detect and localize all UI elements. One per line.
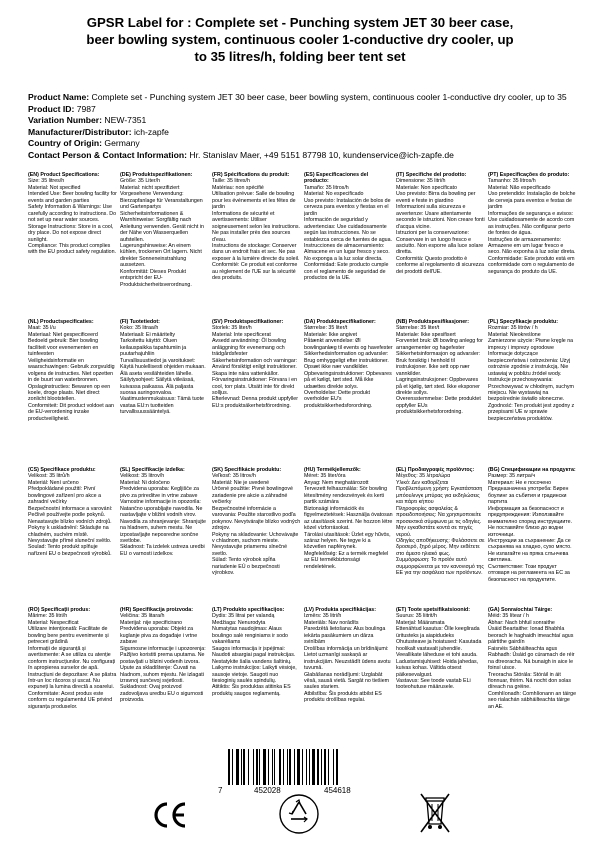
ean-barcode bbox=[218, 749, 384, 799]
spec-line: Uso previsto: Birra da bowling per eventi e feste in giardino bbox=[396, 191, 477, 204]
spec-line: Tamaño: 35 litros/h bbox=[304, 184, 349, 191]
barcode-bar bbox=[324, 749, 326, 785]
spec-line: Treoracha Stórála: Stóráil in áit fionnuar, thirim. Ná nocht don solas díreach na gréine. bbox=[488, 671, 573, 691]
spec-line: Drošības informācija un brīdinājumi: Lietot uzmanīgi saskaņā ar instrukcijām. Neuzstādīt ūdens avotu tuvumā. bbox=[304, 645, 393, 672]
spec-line: Informacje dotyczące bezpieczeństwa i ostrzeżenia: Użyj ostrożnie zgodnie z instrukcją. Nie ustawiaj w pobliżu źródeł wody. bbox=[488, 351, 572, 377]
product-info-value: Complete set - Punching system JET 30 beer case, beer bowling system, continuous cooler 1-conductive dry cooler, up to 35 bbox=[91, 92, 567, 102]
spec-line: Mărime: 35 litri/h bbox=[28, 613, 68, 620]
spec-line: Rozmiar: 35 litrów / h bbox=[488, 325, 538, 332]
spec-line: Conformiteit: Dit product voldoet aan de EU-verordening inzake productveiligheid. bbox=[28, 402, 116, 422]
spec-line: Sikkerhetsinformasjon og advarsler: Bruk forsiktig i henhold til instruksjoner. Ikke sett opp nær vannkilder. bbox=[396, 351, 482, 377]
spec-heading: (EL) Προδιαγραφές προϊόντος: bbox=[396, 467, 475, 473]
spec-line: Predvidena uporaba: Kegljišče za pivo za prireditve in vrtne zabave bbox=[120, 486, 201, 499]
spec-cell bbox=[396, 172, 488, 319]
product-info-row bbox=[28, 127, 588, 139]
spec-line: Materjal: Määramata bbox=[396, 619, 445, 626]
spec-line: Súlad: Tento výrobok spĺňa nariadenie EÚ o bezpečnosti výrobkov. bbox=[212, 557, 282, 577]
spec-cell bbox=[28, 467, 120, 607]
spec-line: Glabāšanas norādījumi: Uzglabāt vēsā, sausā vietā. Sargāt no tiešiem saules stariem. bbox=[304, 671, 391, 691]
spec-cell bbox=[212, 172, 304, 319]
spec-line: Bedoeld gebruik: Bier bowling faciliteit voor evenementen en tuinfeesten bbox=[28, 338, 100, 358]
spec-cell bbox=[212, 319, 304, 467]
spec-cell bbox=[488, 319, 580, 467]
spec-cell bbox=[28, 319, 120, 467]
spec-line: Säilytysohjeet: Säilytä viileässä, kuivassa paikassa. Älä paljasta suoraa auringonvaloa. bbox=[120, 377, 197, 396]
spec-line: Avsedd användning: Öl bowling anläggning för evenemang och trädgårdsfester bbox=[212, 338, 288, 358]
spec-line: Utilisation prévue: Salle de bowling pour les événements et les fêtes de jardin bbox=[212, 191, 298, 211]
spec-line: Veľkosť: 35 litrov/h bbox=[212, 473, 256, 480]
spec-line: Material: Ni določeno bbox=[120, 479, 170, 486]
spec-line: Tárolási utasítások: Üzlet egy hűvös, száraz helyen. Ne tegye ki a közvetlen napfénynek. bbox=[304, 531, 393, 551]
spec-line: Säkerhetsinformation och varningar: Använd försiktigt enligt instruktioner. Skapa inte nära vattenkällor. bbox=[212, 357, 299, 377]
product-info-value: ich-zapfe bbox=[134, 126, 169, 137]
spec-line: Opbevaringsinstruktioner: Opbevares på et køligt, tørt sted. Må ikke udsættes direkte solys. bbox=[304, 370, 394, 390]
spec-line: Información de seguridad y advertencias: Use cuidadosamente según las instrucciones. No se establezca cerca de fuentes de agua. bbox=[304, 217, 393, 243]
spec-line: Anyag: Nem meghatározott bbox=[304, 479, 369, 486]
barcode-bar bbox=[236, 749, 239, 785]
spec-heading: (PL) Specyfikacje produktu: bbox=[488, 319, 559, 325]
spec-line: Storlek: 35 liter/h bbox=[212, 325, 252, 332]
spec-line: Safety Information & Warnings: Use carefully according to instructions. Do not set up near water sources. bbox=[28, 204, 118, 224]
barcode-bar bbox=[321, 749, 322, 785]
specifications-grid bbox=[28, 172, 580, 732]
barcode-bar bbox=[253, 749, 254, 785]
spec-line: Material: Nespecificat bbox=[28, 619, 79, 626]
product-info-row bbox=[28, 138, 588, 150]
spec-line: Conformità: Questo prodotto è conforme al regolamento di sicurezza dei prodotti dell'UE. bbox=[396, 255, 486, 275]
spec-line: Informações de segurança e avisos: Use cuidadosamente de acordo com as instruções. Não configurar perto de fontes de água. bbox=[488, 210, 576, 237]
spec-line: Μέγεθος: 35 λίτρα/ώρα bbox=[396, 473, 451, 480]
spec-line: Varnostne informacije in opozorila: Natančno uporabljajte navodila. Ne nastavljajte v bližini vodnih virov. bbox=[120, 499, 204, 519]
spec-line: Conformité: Ce produit est conforme au règlement de l'UE sur la sécurité des produits. bbox=[212, 262, 299, 282]
spec-line: Taille: 35 litres/h bbox=[212, 178, 250, 185]
spec-line: Laikymo instrukcijos: Laikyti vėsioje, sausoje vietoje. Saugoti nuo tiesioginių saulės spindulių. bbox=[212, 665, 299, 684]
spec-line: Lagerungshinweise: An einem kühlen, trockenen Ort lagern. Nicht direkter Sonneneinstrahlung aussetzen. bbox=[120, 242, 204, 269]
spec-line: Materiaal: Niet gespecificeerd bbox=[28, 331, 98, 338]
spec-line: Tarkoitettu käyttö: Oluen keilauspaikka tapahtumiin ja puutarhajuhliin bbox=[120, 338, 188, 358]
spec-line: Navodila za shranjevanje: Shranjujte na hladnem, suhem mestu. Ne izpostavljajte neposredne sončne svetlobe. bbox=[120, 518, 208, 544]
spec-line: Förvaringsinstruktioner: Förvara i en cool, torr plats. Utsätt inte för direkt solljus. bbox=[212, 377, 299, 396]
spec-line: Turvallisuustiedot ja varoitukset: Käytä huolellisesti ohjeiden mukaan. Älä aseta vesilähteiden lähelle. bbox=[120, 357, 208, 377]
spec-cell bbox=[396, 319, 488, 467]
spec-line: Bezpečnostní informace a varování: Pečlivě používejte podle pokynů. Nenastavujte blízko vodních zdrojů. bbox=[28, 505, 114, 525]
spec-heading: (ET) Toote spetsifikatsioonid: bbox=[396, 607, 471, 613]
spec-row bbox=[28, 607, 580, 732]
barcode-bar bbox=[317, 749, 319, 785]
spec-heading: (BG) Спецификации на продукта: bbox=[488, 467, 576, 473]
spec-line: Méret: 35 liter/óra bbox=[304, 473, 346, 480]
spec-line: Intended Use: Beer bowling facility for events and garden parties bbox=[28, 191, 119, 204]
barcode-bar bbox=[272, 749, 273, 785]
product-info-row bbox=[28, 115, 588, 127]
spec-line: Atbilstība: Šis produkts atbilst ES produktu drošības regulai. bbox=[304, 690, 384, 704]
spec-line: Maat: 35 l/u bbox=[28, 325, 56, 332]
spec-line: Размер: 35 литра/ч bbox=[488, 473, 536, 480]
spec-line: Predviđena uporaba: Objekt za kuglanje piva za događaje i vrtne zabave bbox=[120, 626, 199, 646]
spec-line: Medžiaga: Nenurodyta bbox=[212, 619, 266, 626]
spec-heading: (PT) Especificações do produto: bbox=[488, 172, 570, 178]
barcode-bar bbox=[297, 749, 300, 785]
spec-line: Izmērs: 35 litri/h bbox=[304, 613, 342, 620]
ce-mark-icon bbox=[150, 800, 190, 830]
spec-cell bbox=[304, 607, 396, 732]
spec-line: Materiale: Ikke spesifisert bbox=[396, 331, 456, 338]
spec-line: Veličina: 35 litara/h bbox=[120, 613, 165, 620]
barcode-right-digits: 454618 bbox=[324, 786, 351, 795]
spec-line: Größe: 35 Liter/h bbox=[120, 178, 161, 185]
spec-line: Materijal: nije specificirano bbox=[120, 619, 183, 626]
barcode-bar bbox=[306, 749, 307, 785]
spec-cell bbox=[488, 607, 580, 732]
spec-line: Forventet bruk: Øl bowling anlegg for arrangementer og hagefester bbox=[396, 338, 485, 351]
spec-line: Tamanho: 35 litros/h bbox=[488, 178, 536, 185]
spec-line: Materiale: Ikke angivet bbox=[304, 331, 357, 338]
spec-line: Pokyny na skladovanie: Uchovávajte v chladnom, suchom mieste. Nevystavujte priamemu slnečné svetlo. bbox=[212, 531, 300, 557]
barcode-bar bbox=[274, 749, 275, 785]
spec-heading: (RO) Specificații produs: bbox=[28, 607, 91, 613]
barcode-bar bbox=[336, 749, 338, 785]
spec-cell bbox=[212, 607, 304, 732]
spec-line: Atitiktis: Šis produktas atitinka ES produktų saugos reglamentą. bbox=[212, 684, 293, 697]
spec-cell bbox=[28, 607, 120, 732]
barcode-bar bbox=[232, 749, 233, 785]
spec-cell bbox=[304, 467, 396, 607]
spec-row bbox=[28, 319, 580, 467]
product-info-row bbox=[28, 104, 588, 116]
spec-line: Sukladnost: Ovaj proizvod zadovoljava uredbu EU o sigurnosti proizvoda. bbox=[120, 684, 205, 704]
spec-line: Saugos informacija ir įspėjimai: Naudoti atsargiai pagal instrukcijas. Nestatykite šalia vandens šaltinių. bbox=[212, 645, 297, 665]
barcode-bar bbox=[263, 749, 266, 785]
spec-line: Size: 35 litres/h bbox=[28, 178, 65, 185]
spec-line: Istruzioni per la conservazione: Conservare in un luogo fresco e asciutto. Non esporre alla luce solare diretta. bbox=[396, 230, 485, 256]
product-info-value: Germany bbox=[104, 138, 140, 149]
spec-line: Οδηγίες αποθήκευσης: Φυλάσσετε σε δροσερό, ξηρό μέρος. Μην εκθέτετε στο άμεσο ηλιακό φως. bbox=[396, 537, 487, 557]
spec-line: Conformidade: Este produto está em conformidade com o regulamento de segurança do produto da UE. bbox=[488, 255, 577, 275]
barcode-bar bbox=[302, 749, 303, 785]
spec-line: Ettenähtud kasutus: Õlle keeglirada üritusteks ja aiapidudeks bbox=[396, 626, 482, 639]
spec-line: Comhlíonadh: Comhlíonann an táirge seo rialachán sábháilteachta táirge an AE. bbox=[488, 690, 578, 710]
spec-line: Material: Inte specificerat bbox=[212, 331, 271, 338]
spec-line: Informations de sécurité et avertissements: Utiliser soigneusement selon les instructions. Ne pas installer près des sources d'eau. bbox=[212, 210, 302, 243]
spec-line: Informații de siguranță și avertismente: A se utiliza cu atenție conform instrucțiunilor. Nu configurați în apropierea surselor de apă. bbox=[28, 645, 117, 672]
spec-line: Informazioni sulla sicurezza e avvertenze: Usare attentamente secondo le istruzioni. Non creare fonti d'acqua vicine. bbox=[396, 204, 487, 230]
spec-line: Ábhar: Nach bhfuil sonraithe bbox=[488, 619, 555, 626]
spec-line: Предназначена употреба: Бирен боулинг за събития и градински партита bbox=[488, 486, 570, 506]
spec-cell bbox=[120, 172, 212, 319]
spec-line: Uso previsto: Instalación de bolos de cerveza para eventos y fiestas en el jardín bbox=[304, 197, 393, 217]
spec-heading: (NL) Productspecificaties: bbox=[28, 319, 94, 325]
spec-line: Material: No especificado bbox=[304, 191, 364, 198]
spec-line: Materiál: Není určeno bbox=[28, 479, 79, 486]
spec-line: Ladustamisjuhised: Hoida jahedas, kuivas kohas. Vältida otsest päikesevalgust. bbox=[396, 658, 480, 678]
spec-cell bbox=[212, 467, 304, 607]
spec-line: Instruções de armazenamento: Armazene em um lugar fresco e seco. Não exponha à luz solar direta. bbox=[488, 236, 576, 256]
spec-line: Sicherheitsinformationen & Warnhinweise: Sorgfältig nach Anleitung verwenden. Gerät nicht in der Nähe von Wasserquellen aufstellen. bbox=[120, 210, 206, 243]
spec-heading: (ES) Especificaciones del producto: bbox=[304, 172, 369, 185]
spec-line: Numatytas naudojimas: Alaus boulingo salė renginiams ir sodo vakarėliams bbox=[212, 626, 290, 646]
product-info-label: Product Name: bbox=[28, 92, 90, 102]
spec-line: Zamierzone użycie: Piwne kręgle na imprezy i imprezy ogrodowe bbox=[488, 338, 575, 351]
document-title bbox=[20, 14, 580, 65]
product-info-row bbox=[28, 150, 588, 162]
spec-line: Uso pretendido: Instalação de bolche de cerveja para eventos e festas de jardim bbox=[488, 191, 577, 211]
spec-line: Opslaginstructies: Bewaren op een koele, droge plaats. Niet direct zonlicht blootstellen. bbox=[28, 383, 112, 403]
spec-line: Materiaali: Ei määritelty bbox=[120, 331, 176, 338]
spec-heading: (FR) Spécifications du produit: bbox=[212, 172, 290, 178]
spec-line: Paredzētā lietošana: Alus boulinga iekārta pasākumiem un dārza svinībām bbox=[304, 626, 387, 646]
spec-cell bbox=[304, 319, 396, 467]
spec-line: Instructions de stockage: Conserver dans un endroit frais et sec. Ne pas exposer à la lumière directe du soleil. bbox=[212, 242, 300, 262]
spec-cell bbox=[120, 467, 212, 607]
spec-line: Størrelse: 35 liter/t bbox=[304, 325, 348, 332]
product-info-value: 7987 bbox=[76, 103, 96, 114]
spec-line: Utilizare intenționată: Facilitate de bowling bere pentru evenimente și petreceri grădină bbox=[28, 626, 111, 646]
spec-line: Materiał: Nieokreślone bbox=[488, 331, 541, 338]
barcode-bar bbox=[287, 749, 288, 785]
spec-line: Bezpečnostné informácie a varovania: Použite starostlivo podľa pokynov. Nevytvárajte blízko vodných zdrojov. bbox=[212, 505, 302, 532]
barcode-bar bbox=[241, 749, 242, 785]
product-info-row bbox=[28, 92, 588, 104]
spec-line: Sigurnosne informacije i upozorenja: Pažljivo koristiti prema uputama. Ne postavljati u blizini vodenih izvora. bbox=[120, 645, 208, 665]
barcode-bar bbox=[328, 749, 329, 785]
product-info-value: Hr. Stanislav Maer, +49 5151 87798 10, kundenservice@ich-zapfe.de bbox=[189, 149, 454, 160]
spec-line: Předpokládané použití: Pivní bowlingové zařízení pro akce a zahradní večírky bbox=[28, 486, 103, 506]
spec-cell bbox=[488, 172, 580, 319]
barcode-bar bbox=[294, 749, 295, 785]
spec-line: Konformität: Dieses Produkt entspricht der EU-Produktsicherheitsverordnung. bbox=[120, 268, 192, 288]
spec-line: Sikkerhedsinformation og advarsler: Brug omhyggeligt efter instruktioner. Opsæt ikke nær vandkilder. bbox=[304, 351, 391, 371]
barcode-bar bbox=[279, 749, 281, 785]
spec-line: Megfelelőség: Ez a termék megfelel az EU termékbiztonsági rendeletének. bbox=[304, 550, 390, 570]
spec-line: Velikost: 35 litrů/h bbox=[28, 473, 70, 480]
barcode-prefix: 7 bbox=[218, 786, 223, 795]
product-info-label: Contact Person & Contact Information: bbox=[28, 149, 187, 160]
spec-line: Compliance: This product complies with the EU product safety regulation. bbox=[28, 242, 117, 256]
spec-line: Προβλεπόμενη χρήση: Εγκατάσταση μπόουλινγκ μπύρας για εκδηλώσεις και πάρτι κήπου bbox=[396, 486, 484, 506]
barcode-bar bbox=[256, 749, 258, 785]
spec-line: Instrucciones de almacenamiento: Almacene en un lugar fresco y seco. No exponga a la luz solar directa. bbox=[304, 242, 392, 262]
barcode-bars bbox=[228, 749, 378, 785]
spec-line: Material: nicht spezifiziert bbox=[120, 184, 180, 191]
spec-line: Biztonsági információk és figyelmeztetések: Használja óvatosan az utasítások szerint. Ne hozzon létre közel vízforrásokat. bbox=[304, 505, 395, 532]
barcode-bar bbox=[268, 749, 269, 785]
spec-line: Méid: 35 lítear / h bbox=[488, 613, 529, 620]
spec-line: Størrelse: 35 liter/t bbox=[396, 325, 440, 332]
spec-heading: (LT) Produkto specifikacijos: bbox=[212, 607, 285, 613]
spec-row bbox=[28, 172, 580, 319]
spec-heading: (HU) Termékjellemzők: bbox=[304, 467, 361, 473]
product-info-label: Variation Number: bbox=[28, 115, 103, 126]
spec-line: Velikost: 35 litrov/h bbox=[120, 473, 165, 480]
spec-line: Συμμόρφωση: Το προϊόν αυτό συμμορφώνεται με τον κανονισμό της ΕΕ για την ασφάλεια των προϊόντων. bbox=[396, 557, 486, 577]
spec-line: Skladnost: Ta izdelek ustreza uredbi EU o varnosti izdelkov. bbox=[120, 544, 207, 557]
spec-line: Zgodność: Ten produkt jest zgodny z przepisami UE w sprawie bezpieczeństwa produktów. bbox=[488, 402, 576, 422]
spec-heading: (CS) Specifikace produktu: bbox=[28, 467, 96, 473]
spec-line: Instrucțiuni de depozitare: A se păstra într-un loc răcoros și uscat. Nu expuneți la lumina directă a soarelui. bbox=[28, 671, 118, 691]
crossed-out-bin-icon bbox=[415, 790, 455, 836]
spec-line: Conformidad: Este producto cumple con el reglamento de seguridad de productos de la UE. bbox=[304, 262, 390, 282]
spec-heading: (NB) Produktspesifikasjoner: bbox=[396, 319, 469, 325]
spec-line: Tervezett felhasználás: Sör bowling létesítmény rendezvények és kerti partik számára bbox=[304, 486, 389, 506]
spec-line: Storage Instructions: Store in a cool, dry place. Do not expose direct sunlight. bbox=[28, 223, 115, 243]
spec-heading: (GA) Sonraíochtaí Táirge: bbox=[488, 607, 553, 613]
spec-cell bbox=[120, 607, 212, 732]
spec-line: Overholdelse: Dette produkt overholder EU's produktsikkerhedsforordning. bbox=[304, 389, 373, 409]
barcode-bar bbox=[309, 749, 310, 785]
spec-line: Инструкции за съхранение: Да се съхранява на хладно, сухо място. Не излагайте на пряка слънчева светлина. bbox=[488, 537, 574, 564]
spec-heading: (DA) Produktspecifikationer: bbox=[304, 319, 376, 325]
spec-heading: (LV) Produkta specifikācijas: bbox=[304, 607, 377, 613]
spec-cell bbox=[28, 172, 120, 319]
barcode-bar bbox=[248, 749, 249, 785]
spec-line: Lagringsinstruksjoner: Oppbevares på et kjølig, tørt sted. Ikke eksponer direkte sollys. bbox=[396, 377, 482, 396]
spec-cell bbox=[304, 172, 396, 319]
spec-line: Matériau: non spécifié bbox=[212, 184, 264, 191]
spec-line: Υλικό: Δεν καθορίζεται bbox=[396, 479, 449, 486]
spec-heading: (IT) Specifiche del prodotto: bbox=[396, 172, 467, 178]
spec-heading: (EN) Product Specifications: bbox=[28, 172, 100, 178]
barcode-bar bbox=[259, 749, 260, 785]
spec-line: Material: Não especificado bbox=[488, 184, 551, 191]
spec-line: Dimensione: 35 litri/h bbox=[396, 178, 446, 185]
spec-line: Dydis: 35 litrai per valandą bbox=[212, 613, 275, 620]
spec-line: Vastavus: See toode vastab ELi tooteohutuse määrusele. bbox=[396, 677, 473, 691]
spec-line: Koko: 35 litraa/h bbox=[120, 325, 159, 332]
spec-line: Úsáid Beartaithe: Ionad Bhabhla beorach le haghaidh imeachtaí agus páirtithe gairdín bbox=[488, 626, 575, 646]
barcode-bar bbox=[312, 749, 315, 785]
title-line: to 35 litres/h, folding beer tent set bbox=[194, 49, 406, 64]
spec-row bbox=[28, 467, 580, 607]
spec-heading: (SV) Produktspecifikationer: bbox=[212, 319, 284, 325]
spec-line: Vaatimustenmukaisuus: Tämä tuote vastaa EU:n tuotteiden turvallisuussääntelyä. bbox=[120, 396, 206, 416]
spec-line: Pokyny k uskladnění: Skladujte na chladném, suchém místě. Nevystavujte přímé sluneční světlo. bbox=[28, 525, 112, 544]
product-info-value: NEW-7351 bbox=[104, 115, 147, 126]
spec-heading: (DE) Produktspezifikationen: bbox=[120, 172, 193, 178]
spec-cell bbox=[396, 467, 488, 607]
spec-line: Påtænkt anvendelse: Øl bowlinganlæg til events og havefester bbox=[304, 338, 393, 351]
spec-cell bbox=[488, 467, 580, 607]
spec-line: Faisnéis Sábháilteachta agus Rabhadh: Úsáid go cúramach de réir na dtreoracha. Ná bunaigh in aice le foinsí uisce. bbox=[488, 645, 577, 672]
product-info-label: Product ID: bbox=[28, 103, 75, 114]
barcode-bar bbox=[228, 749, 230, 785]
spec-line: Určené použitie: Pivné bowlingové zariadenie pre akcie a záhradné večierky bbox=[212, 486, 295, 506]
spec-heading: (SL) Specifikacije izdelka: bbox=[120, 467, 185, 473]
spec-line: Съответствие: Този продукт отговаря на регламента на ЕС за безопасност на продуктите. bbox=[488, 563, 572, 583]
spec-line: Πληροφορίες ασφαλείας & προειδοποιήσεις: Να χρησιμοποιείτε προσεκτικά σύμφωνα με τις οδηγίες. Μην εγκαθιστάτε κοντά σε πηγές νερού. bbox=[396, 505, 483, 538]
spec-heading: (HR) Specifikacija proizvoda: bbox=[120, 607, 193, 613]
barcode-bar bbox=[243, 749, 245, 785]
spec-line: Instrukcje przechowywania: Przechowywać w chłodnym, suchym miejscu. Nie wystawiaj na bezpośrednie światło słoneczne. bbox=[488, 377, 576, 403]
spec-line: Vorgesehene Verwendung: Bierzapfanlage für Veranstaltungen und Gartenpartys bbox=[120, 191, 205, 211]
spec-cell bbox=[120, 319, 212, 467]
spec-line: Materiale: Non specificato bbox=[396, 184, 457, 191]
spec-line: Soulad: Tento produkt splňuje nařízení EU o bezpečnosti výrobků. bbox=[28, 544, 112, 557]
spec-line: Efterlevnad: Denna produkt uppfyller EU:s produktsäkerhetsförordning. bbox=[212, 396, 300, 409]
title-line: beer bowling system, continuous cooler 1-conductive dry cooler, up bbox=[86, 32, 514, 47]
spec-line: Upute za skladištenje: Čuvati na hladnom, suhom mjestu. Ne izlagati izravnoj sunčevoj svjetlosti. bbox=[120, 665, 206, 684]
spec-heading: (FI) Tuotetiedot: bbox=[120, 319, 160, 325]
spec-line: Информация за безопасност и предупреждения: Използвайте внимателно според инструкциите. Не поставяйте близо до водни източници. bbox=[488, 505, 574, 538]
recycling-icon bbox=[278, 793, 320, 835]
spec-line: Material: Not specified bbox=[28, 184, 81, 191]
barcode-bar bbox=[283, 749, 284, 785]
barcode-left-digits: 452028 bbox=[254, 786, 281, 795]
spec-line: Suurus: 35 liitrit/h bbox=[396, 613, 437, 620]
spec-line: Veiligheidsinformatie en waarschuwingen: Gebruik zorgvuldig volgens de instructies. Niet opzetten in de buurt van waterbronnen. bbox=[28, 357, 117, 384]
spec-cell bbox=[396, 607, 488, 732]
spec-heading: (SK) Špecifikácie produktu: bbox=[212, 467, 282, 473]
barcode-bar bbox=[333, 749, 334, 785]
title-line: GPSR Label for : Complete set - Punching system JET 30 beer case, bbox=[86, 15, 514, 30]
product-info-block bbox=[28, 92, 588, 162]
spec-line: Materiál: Nie je uvedené bbox=[212, 479, 270, 486]
spec-line: Conformitate: Acest produs este conform cu regulamentul UE privind siguranța produselor. bbox=[28, 690, 114, 710]
spec-line: Materiāls: Nav norādīts bbox=[304, 619, 359, 626]
spec-line: Overensstemmelse: Dette produktet oppfyller EUs produktsikkerhetsforordning. bbox=[396, 396, 483, 416]
spec-line: Материал: Не е посочено bbox=[488, 479, 552, 486]
spec-line: Ohutusteave ja hoiatused: Kasutada hoolikalt vastavalt juhendile. Veeallikate läheduse ei tohi asuda. bbox=[396, 639, 483, 659]
product-info-label: Manufacturer/Distributor: bbox=[28, 126, 132, 137]
barcode-bar bbox=[289, 749, 291, 785]
product-info-label: Country of Origin: bbox=[28, 138, 102, 149]
